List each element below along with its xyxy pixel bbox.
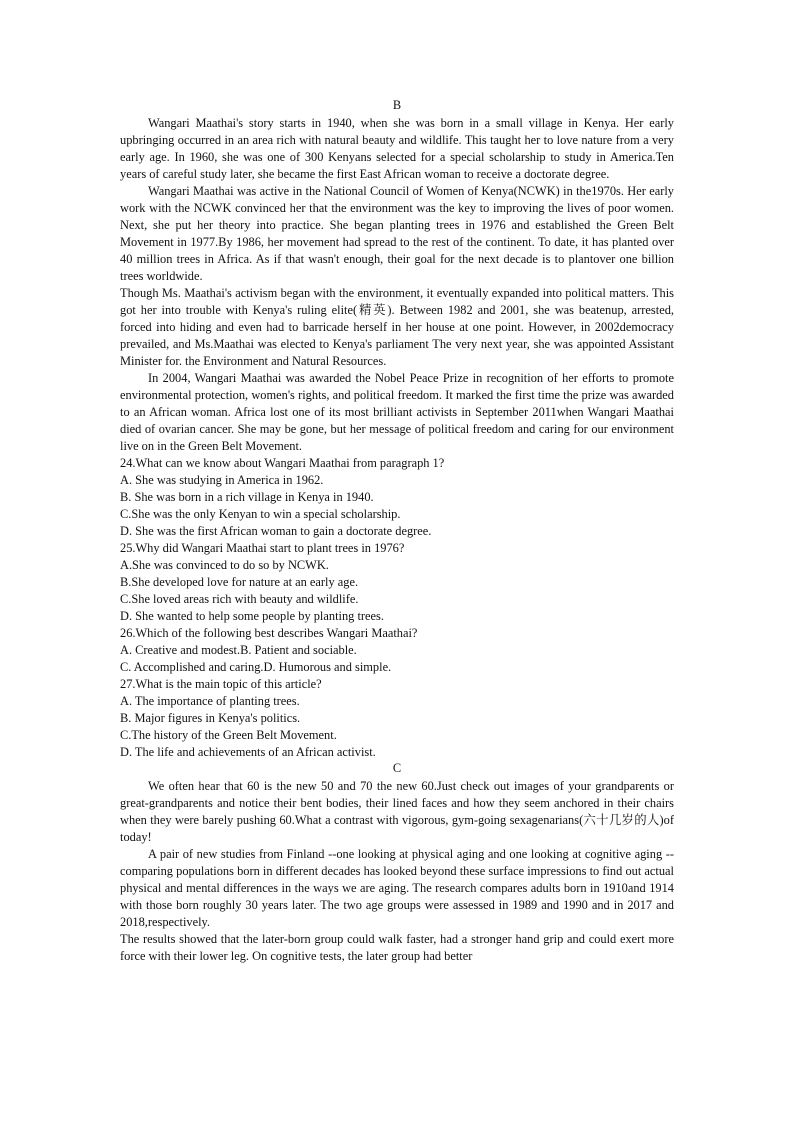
document-page — [120, 98, 674, 965]
passage-b-paragraph-3: Though Ms. Maathai's activism began with the environment, it eventually expanded into political matters. This got her into trouble with Kenya's ruling elite(精英). Between 1982 and 2001, she was beatenup, arrested, forced into hiding and even had to barricade herself in her house at one point. However, in 2002democracy prevailed, and Ms.Maathai was elected to Kenya's parliament The very next year, she was appointed Assistant Minister for. the Environment and Natural Resources. — [120, 286, 674, 368]
answer-option: A.She was convinced to do so by NCWK. — [120, 558, 329, 572]
passage-b — [120, 98, 674, 761]
question-27 — [120, 676, 674, 761]
passage-b-paragraph-4: In 2004, Wangari Maathai was awarded the Nobel Peace Prize in recognition of her efforts to promote environmental protection, women's rights, and political freedom. It marked the first time the prize was awarded to an African woman. Africa lost one of its most brilliant activists in September 2011when Wangari Maathai died of ovarian cancer. She may be gone, but her message of political freedom and caring for our environment live on in the Green Belt Movement. — [120, 371, 674, 453]
answer-option: A. She was studying in America in 1962. — [120, 473, 324, 487]
passage-c — [120, 761, 674, 965]
question-25 — [120, 540, 674, 625]
section-heading-c: C — [392, 761, 402, 775]
answer-option: D. She was the first African woman to gain a doctorate degree. — [120, 524, 432, 538]
passage-b-paragraph-1: Wangari Maathai's story starts in 1940, when she was born in a small village in Kenya. Her early upbringing occurred in an area rich with natural beauty and wildlife. This taught her to love nature from a very early age. In 1960, she was one of 300 Kenyans selected for a special scholarship to study in America.Ten years of careful study later, she became the first East African woman to receive a doctorate degree. — [120, 116, 674, 181]
answer-option: D. The life and achievements of an African activist. — [120, 745, 376, 759]
question-26 — [120, 625, 674, 676]
answer-option: C.The history of the Green Belt Movement. — [120, 728, 337, 742]
answer-option: A. Creative and modest.B. Patient and sociable. — [120, 643, 357, 657]
question-stem: 26.Which of the following best describes Wangari Maathai? — [120, 626, 418, 640]
question-stem: 24.What can we know about Wangari Maathai from paragraph 1? — [120, 456, 445, 470]
answer-option: A. The importance of planting trees. — [120, 694, 300, 708]
passage-c-paragraph-2: A pair of new studies from Finland --one looking at physical aging and one looking at cognitive aging --comparing populations born in different decades has looked beyond these surface impressions to find out actual physical and mental differences in the ways we are aging. The research compares adults born in 1910and 1914 with those born roughly 30 years later. The two age groups were assessed in 1989 and 1990 and in 2017 and 2018,respectively. — [120, 847, 674, 929]
answer-option: C. Accomplished and caring.D. Humorous and simple. — [120, 660, 392, 674]
question-stem: 25.Why did Wangari Maathai start to plant trees in 1976? — [120, 541, 405, 555]
section-heading-b: B — [392, 98, 402, 112]
answer-option: B. She was born in a rich village in Kenya in 1940. — [120, 490, 374, 504]
question-stem: 27.What is the main topic of this article? — [120, 677, 322, 691]
answer-option: C.She was the only Kenyan to win a special scholarship. — [120, 507, 401, 521]
answer-option: D. She wanted to help some people by planting trees. — [120, 609, 384, 623]
answer-option: B.She developed love for nature at an early age. — [120, 575, 359, 589]
passage-b-paragraph-2: Wangari Maathai was active in the National Council of Women of Kenya(NCWK) in the1970s. Her early work with the NCWK convinced her that the environment was the key to improving the lives of poor women. Next, she put her theory into practice. She began planting trees in 1976 and established the Green Belt Movement in 1977.By 1986, her movement had spread to the rest of the continent. To date, it has planted over 40 million trees in Africa. As if that wasn't enough, their goal for the next decade is to plantover one billion trees worldwide. — [120, 184, 674, 283]
passage-c-paragraph-3: The results showed that the later-born group could walk faster, had a stronger hand grip and could exert more force with their lower leg. On cognitive tests, the later group had better — [120, 932, 674, 963]
question-24 — [120, 455, 674, 540]
answer-option: C.She loved areas rich with beauty and wildlife. — [120, 592, 359, 606]
passage-c-paragraph-1: We often hear that 60 is the new 50 and 70 the new 60.Just check out images of your grandparents or great-grandparents and notice their bent bodies, their lined faces and how they seem anchored in their chairs when they were barely pushing 60.What a contrast with vigorous, gym-going sexagenarians(六十几岁的人)of today! — [120, 779, 674, 844]
answer-option: B. Major figures in Kenya's politics. — [120, 711, 301, 725]
